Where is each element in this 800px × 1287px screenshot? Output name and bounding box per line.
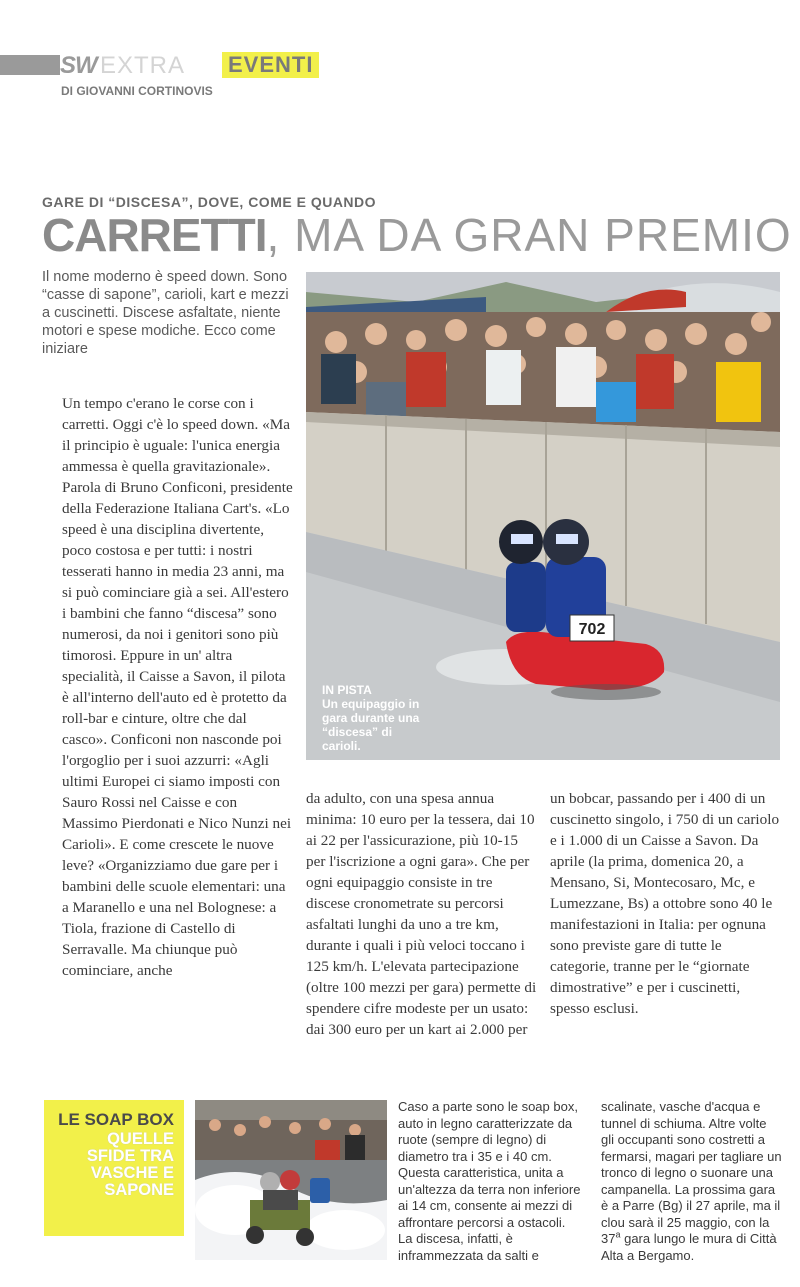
soapbox-photo [195,1100,387,1260]
sidebar-text-2a: scalinate, vasche d'acqua e tunnel di schiuma. Altre volte gli occupanti sono costretti a fermarsi, magari per tagliare un tronco di legno o suonare una campanella. La prossima gara è a Parre (Bg) il 27 aprile, ma il clou sarà il 25 maggio, con la 37 [601,1099,782,1246]
section-label: EVENTI [222,52,319,78]
title-rest: , MA DA GRAN PREMIO [266,209,792,261]
header-bar [0,55,60,75]
photo-caption [322,683,432,753]
body-text-2: da adulto, con una spesa annua minima: 10 euro per la tessera, dai 10 ai 22 per l'assicurazione, più 10-15 per l'iscrizione a ogni gara». Che per ogni equipaggio consiste in tre discese cronometrate su percorsi asfaltati lunghi da uno a tre km, durante i quali i più veloci toccano i 125 km/h. L'elevata partecipazione (oltre 100 mezzi per gara) permette di spendere cifre modeste per un usato: dai 300 euro per un kart ai 2.000 per [306,790,537,1038]
brand-sw: SW [60,52,97,79]
sidebar-title-box [44,1100,184,1236]
byline: DI GIOVANNI CORTINOVIS [61,84,213,98]
ordinal-sup: a [615,1229,621,1240]
sidebar-column-2 [601,1099,783,1264]
brand-extra: EXTRA [100,52,186,79]
kart-number: 702 [578,621,606,638]
body-column-3 [550,788,782,1019]
sidebar-subtitle: QUELLE SFIDE TRA VASCHE E SAPONE [86,1130,174,1199]
body-column-2 [306,788,538,1040]
page-title [42,208,792,262]
soapbox-photo-illustration [195,1100,387,1260]
body-text-1: Un tempo c'erano le corse con i carretti. Oggi c'è lo speed down. «Ma il principio è uguale: l'unica energia ammessa è quella gravitazionale». Parola di Bruno Conficoni, presidente della Federazione Italiana Cart's. «Lo speed è una disciplina divertente, poco costosa e per tutti: i nostri tesserati hanno in media 23 anni, ma si può cominciare già a sei. All'estero i bambini che fanno “discesa” sono numerosi, da noi i genitori sono più timorosi. Eppure in un' altra specialità, il Caisse a Savon, il pilota è all'interno dell'auto ed è protetto da roll-bar e cinture, oltre che dal casco». Conficoni non nasconde poi l'orgoglio per i suoi azzurri: «Agli ultimi Europei ci siamo imposti con Sauro Rossi nel Caisse e con Massimo Pierdonati e Nico Nunzi nei Carioli». E come crescete le nuove leve? «Organizziamo due gare per i bambini delle scuole elementari: una a Maranello e una nel Bolognese: a Tiola, frazione di Castello di Serravalle. Ma chiunque può cominciare, anche [62,395,293,979]
sidebar-column-1: Caso a parte sono le soap box, auto in legno caratterizzate da ruote (sempre di legno) di diametro tra i 35 e i 40 cm. Questa caratteristica, unita a un'altezza da terra non inferiore ai 14 cm, consente ai mezzi di affrontare percorsi a ostacoli. La discesa, infatti, è inframmezzata da salti e [398,1099,581,1263]
title-bold: CARRETTI [42,209,267,261]
caption-text: Un equipaggio in gara durante una “discesa” di carioli. [322,697,420,753]
caption-head: IN PISTA [322,683,372,697]
body-text-3: un bobcar, passando per i 400 di un cuscinetto singolo, i 750 di un cariolo e i 1.000 di un Caisse a Savon. Da aprile (la prima, domenica 20, a Mensano, Si, Montecosaro, Mc, e Lumezzane, Bs) a ottobre sono 40 le manifestazioni in Italia: per ognuna sono previste gare di tutte le categorie, tranne per le “giornate dimostrative” e per i cuscinetti, spesso esclusi. [550,790,780,1017]
sidebar-text-2b: gara lungo le mura di Città Alta a Bergamo. [601,1231,777,1263]
standfirst: Il nome moderno è speed down. Sono “casse di sapone”, carioli, kart e mezzi a cuscinetti. Discese asfaltate, niente motori e spese modiche. Ecco come iniziare [42,269,289,357]
body-column-1 [62,393,294,981]
kicker: GARE DI “DISCESA”, DOVE, COME E QUANDO [42,194,377,210]
sidebar-title: LE SOAP BOX [58,1110,174,1129]
